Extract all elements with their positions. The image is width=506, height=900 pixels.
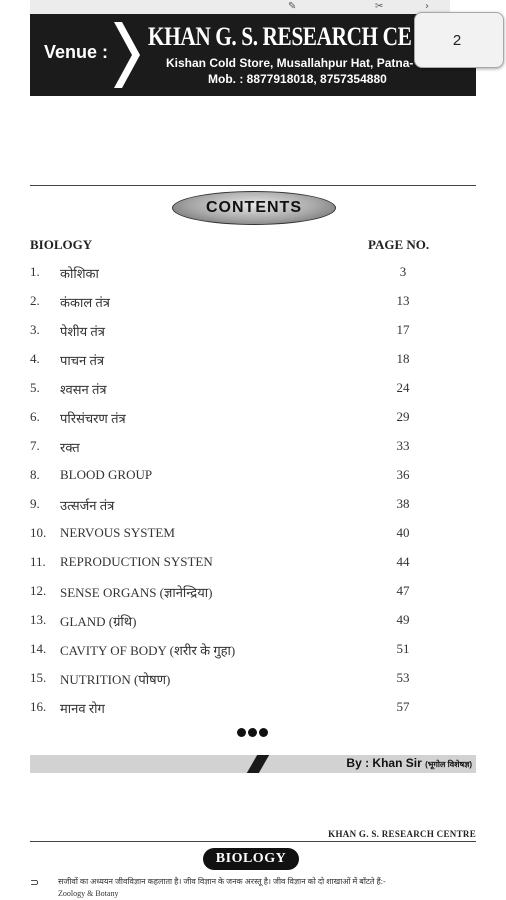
- toc-number: 12.: [30, 583, 47, 598]
- toc-title: रक्त: [60, 440, 80, 455]
- centre-name-footer: KHAN G. S. RESEARCH CENTRE: [328, 829, 476, 839]
- toc-row[interactable]: [30, 409, 450, 429]
- toc-row[interactable]: [30, 380, 450, 400]
- toc-page: 44: [396, 554, 410, 569]
- toc-number: 10.: [30, 525, 47, 540]
- illustration-icon: ✂: [375, 1, 384, 12]
- toc-number: 14.: [30, 641, 47, 656]
- toc-title: SENSE ORGANS (ज्ञानेन्द्रिया): [60, 585, 213, 600]
- toc-number: 6.: [30, 409, 40, 424]
- toc-number: 15.: [30, 670, 47, 685]
- toc-page: 29: [396, 409, 410, 424]
- institute-mobile: Mob. : 8877918018, 8757354880: [208, 72, 387, 86]
- toc-number: 7.: [30, 438, 40, 453]
- toc-title: CAVITY OF BODY (शरीर के गुहा): [60, 643, 236, 658]
- institute-address: Kishan Cold Store, Musallahpur Hat, Patna-: [166, 56, 414, 70]
- toc-title: GLAND (ग्रंथि): [60, 614, 137, 629]
- toc-row[interactable]: [30, 293, 450, 313]
- toc-row[interactable]: [30, 264, 450, 284]
- toc-title: उत्सर्जन तंत्र: [60, 498, 115, 513]
- toc-page: 36: [396, 467, 410, 482]
- toc-row[interactable]: [30, 699, 450, 719]
- illustration-icon: ›: [425, 1, 429, 12]
- contents-label: CONTENTS: [206, 199, 302, 216]
- divider: [30, 841, 476, 842]
- toc-number: 1.: [30, 264, 40, 279]
- section-badge: BIOLOGY: [203, 848, 299, 870]
- toc-number: 5.: [30, 380, 40, 395]
- illustration-icon: ✎: [288, 1, 297, 12]
- toc-title: परिसंचरण तंत्र: [60, 411, 126, 426]
- toc-title: पेशीय तंत्र: [60, 324, 105, 339]
- toc-title: श्वसन तंत्र: [60, 382, 107, 397]
- toc-title: कंकाल तंत्र: [60, 295, 110, 310]
- author-name: By : Khan Sir: [346, 756, 422, 770]
- toc-title: मानव रोग: [60, 701, 105, 716]
- toc-page: 18: [396, 351, 410, 366]
- toc-page: 57: [396, 699, 410, 714]
- toc-row[interactable]: [30, 670, 450, 690]
- toc-page: 40: [396, 525, 410, 540]
- toc-title: NUTRITION (पोषण): [60, 672, 171, 687]
- bullet-icon: ⊃: [30, 876, 40, 889]
- toc-page: 51: [396, 641, 410, 656]
- toc-number: 9.: [30, 496, 40, 511]
- toc-title: पाचन तंत्र: [60, 353, 105, 368]
- toc-row[interactable]: [30, 554, 450, 574]
- contents-heading: [172, 191, 336, 225]
- toc-row[interactable]: [30, 641, 450, 661]
- toc-page: 53: [396, 670, 410, 685]
- institute-banner: [30, 14, 476, 96]
- toc-row[interactable]: [30, 525, 450, 545]
- toc-page: 24: [396, 380, 410, 395]
- toc-page: 3: [399, 264, 407, 279]
- toc-title: कोशिका: [60, 266, 99, 281]
- toc-number: 2.: [30, 293, 40, 308]
- divider: [30, 185, 476, 186]
- toc-number: 3.: [30, 322, 40, 337]
- page-no-header: PAGE NO.: [368, 237, 430, 252]
- toc-number: 8.: [30, 467, 40, 482]
- toc-page: 33: [396, 438, 410, 453]
- toc-title: REPRODUCTION SYSTEN: [60, 554, 213, 569]
- toc-row[interactable]: [30, 467, 450, 487]
- byline-bar: [30, 755, 476, 773]
- toc-row[interactable]: [30, 322, 450, 342]
- toc-number: 11.: [30, 554, 46, 569]
- author-role: (भूगोल विशेषज्ञ): [425, 760, 472, 769]
- toc-number: 16.: [30, 699, 47, 714]
- subject-header: BIOLOGY: [30, 237, 93, 252]
- toc-number: 13.: [30, 612, 47, 627]
- divider-slash: [247, 755, 269, 773]
- toc-page: 47: [396, 583, 410, 598]
- toc-number: 4.: [30, 351, 40, 366]
- header-illustration-strip: [30, 0, 450, 14]
- intro-paragraph: सजीवों का अध्ययन जीवविज्ञान कहलाता है। जीव विज्ञान के जनक अरस्तू है। जीव विज्ञान को दो शाखाओं में बाँटते हैं:-: [58, 877, 386, 886]
- institute-name: KHAN G. S. RESEARCH CE: [148, 22, 412, 51]
- toc-row[interactable]: [30, 438, 450, 458]
- intro-subline: Zoology & Botany: [58, 889, 119, 898]
- toc-row[interactable]: [30, 351, 450, 371]
- author-byline: [346, 756, 472, 770]
- chevron-right-icon: [112, 22, 142, 88]
- page-number-badge[interactable]: 2: [414, 12, 504, 68]
- toc-page: 49: [396, 612, 410, 627]
- toc-row[interactable]: [30, 496, 450, 516]
- toc-title: BLOOD GROUP: [60, 467, 153, 482]
- venue-label: Venue :: [44, 42, 109, 62]
- toc-title: NERVOUS SYSTEM: [60, 525, 175, 540]
- toc-row[interactable]: [30, 612, 450, 632]
- toc-page: 38: [396, 496, 410, 511]
- ellipsis-dots-icon: [237, 724, 271, 736]
- toc-page: 17: [396, 322, 410, 337]
- toc-row[interactable]: [30, 583, 450, 603]
- toc-page: 13: [396, 293, 410, 308]
